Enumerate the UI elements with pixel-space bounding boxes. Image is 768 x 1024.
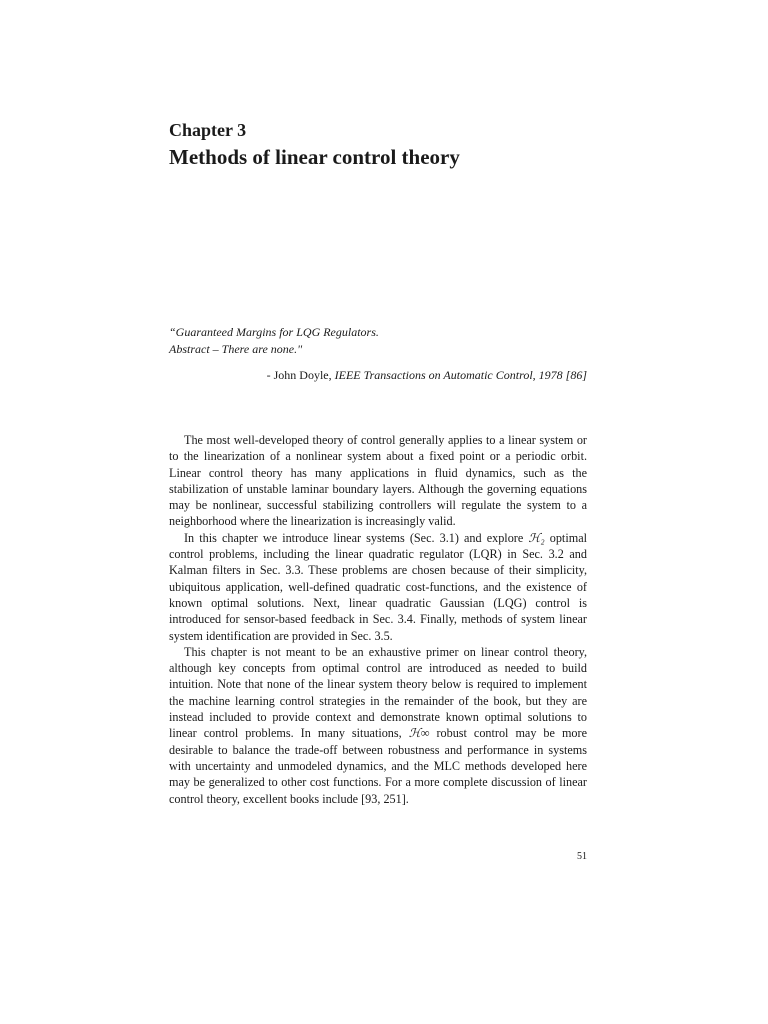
epigraph-line-2: Abstract – There are none." bbox=[169, 342, 303, 356]
paragraph-2-part-b: optimal control problems, including the linear quadratic regulator (LQR) in Sec. 3.2 and Kalman filters in Sec. 3.3. These problems are chosen because of their simplicity, ubiquitous application, well-defined quadratic cost-functions, and the existence of known optimal solutions. Next, linear quadratic Gaussian (LQG) control is introduced for sensor-based feedback in Sec. 3.4. Finally, methods of system linear system identification are provided in Sec. 3.5. bbox=[169, 530, 587, 643]
paragraph-2-part-a: In this chapter we introduce linear systems (Sec. 3.1) and explore bbox=[184, 530, 529, 545]
h-infinity-math-symbol: ℋ∞ bbox=[408, 726, 430, 741]
paragraph-3 bbox=[169, 644, 587, 807]
paragraph-3-part-b: robust control may be more desirable to balance the trade-off between robustness and performance in systems with uncertainty and unmodeled dynamics, and the MLC methods developed here may be generalized to other cost functions. For a more complete discussion of linear control theory, excellent books include [93, 251]. bbox=[169, 726, 587, 806]
chapter-body bbox=[169, 432, 587, 807]
page-number: 51 bbox=[577, 851, 587, 862]
epigraph-source: IEEE Transactions on Automatic Control, 1978 [86] bbox=[334, 368, 587, 382]
chapter-title: Methods of linear control theory bbox=[169, 145, 460, 169]
h2-math-symbol: ℋ₂ bbox=[528, 530, 545, 545]
paragraph-1: The most well-developed theory of control generally applies to a linear system or to the linearization of a nonlinear system about a fixed point or a periodic orbit. Linear control theory has many applications in fluid dynamics, such as the stabilization of unstable laminar boundary layers. Although the governing equations may be nonlinear, successful stabilizing controllers will regulate the system to a neighborhood where the linearization is increasingly valid. bbox=[169, 433, 587, 529]
epigraph bbox=[169, 324, 587, 384]
epigraph-attribution bbox=[169, 367, 587, 384]
paragraph-3-part-a: This chapter is not meant to be an exhaustive primer on linear control theory, although key concepts from optimal control are introduced as needed to build intuition. Note that none of the linear system theory below is required to implement the machine learning control strategies in the remainder of the book, but they are instead included to provide context and demonstrate known optimal solutions to linear control problems. In many situations, bbox=[169, 644, 587, 741]
epigraph-line-1: “Guaranteed Margins for LQG Regulators. bbox=[169, 325, 379, 339]
epigraph-quote bbox=[169, 324, 587, 358]
chapter-label: Chapter 3 bbox=[169, 120, 247, 140]
paragraph-2 bbox=[169, 530, 587, 644]
epigraph-author: - John Doyle, bbox=[266, 368, 335, 382]
